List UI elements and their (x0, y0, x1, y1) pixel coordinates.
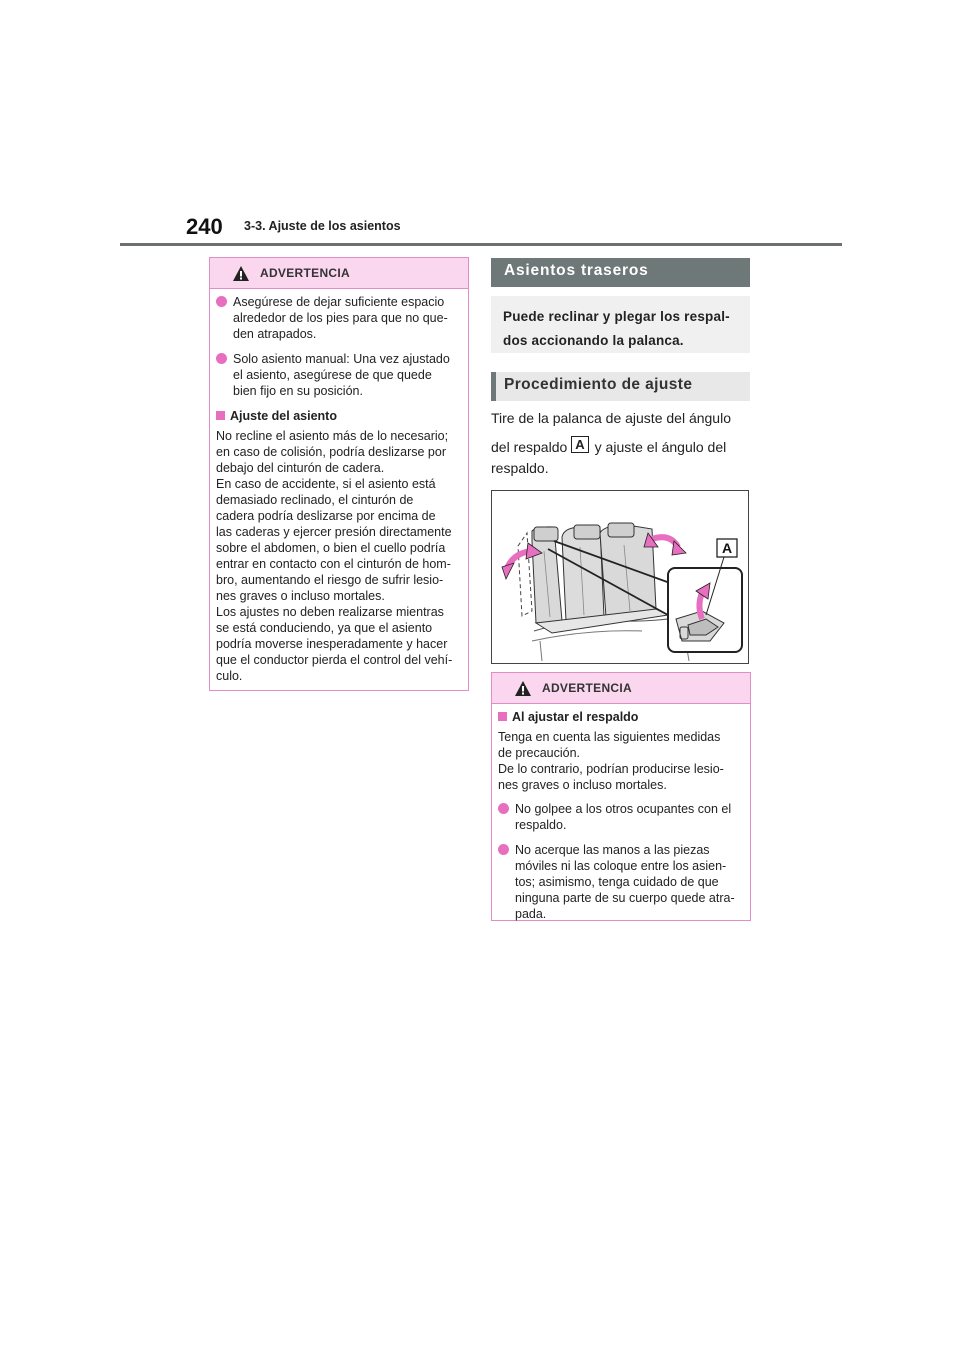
instruction-line: Tire de la palanca de ajuste del ángulo (491, 410, 731, 426)
rear-seat-drawing (492, 491, 748, 663)
bullet-dot-icon (216, 353, 227, 364)
intro-box (491, 296, 750, 353)
subheading-text: Ajuste del asiento (230, 409, 337, 423)
figure-label-a: A (721, 540, 733, 556)
instruction-line (491, 436, 753, 455)
warning-paragraph: No recline el asiento más de lo necesario; en caso de colisión, podría deslizarse por debajo del cinturón de cadera. En caso de accidente, si el asiento está demasiado reclinado, el cinturón de cadera podría deslizarse por encima de las caderas y ejercer presión directamente sobre el abdomen, o bien el cuello podría entrar en contacto con el cinturón de hom- bro, aumentando el riesgo de sufrir lesio- nes graves o incluso mortales. Los ajustes no deben realizarse mientras se está conduciendo, ya que el asiento podría moverse inesperadamente y hacer que el conductor pierda el control del vehí- culo. (216, 429, 453, 683)
section-title-banner (491, 258, 750, 287)
instruction-text: y ajuste el ángulo del (594, 439, 727, 455)
warning-header (210, 258, 468, 289)
warning-bullet (498, 801, 744, 833)
warning-label: ADVERTENCIA (542, 681, 632, 695)
warning-box-right (491, 672, 751, 921)
warning-subheading (216, 408, 462, 424)
instruction-line: respaldo. (491, 460, 549, 476)
warning-header (492, 673, 750, 704)
warning-subheading (498, 709, 744, 725)
header-rule (120, 243, 842, 246)
warning-triangle-icon (514, 680, 532, 697)
subheading-text: Al ajustar el respaldo (512, 710, 639, 724)
section-header: 3-3. Ajuste de los asientos (244, 219, 401, 233)
warning-bullet (216, 294, 462, 342)
square-bullet-icon (498, 712, 507, 721)
bullet-text: No golpee a los otros ocupantes con el respaldo. (515, 802, 732, 832)
instruction-text: del respaldo (491, 439, 568, 455)
square-bullet-icon (216, 411, 225, 420)
warning-bullet (216, 351, 462, 399)
label-a-box: A (571, 436, 588, 453)
procedure-title: Procedimiento de ajuste (504, 376, 693, 393)
warning-label: ADVERTENCIA (260, 266, 350, 280)
warning-bullet (498, 842, 744, 922)
rear-seat-illustration (491, 490, 749, 664)
warning-paragraph: Tenga en cuenta las siguientes medidas de precaución. De lo contrario, podrían producirse lesio- nes graves o incluso mortales. (498, 730, 724, 792)
procedure-title-box (491, 372, 750, 401)
bullet-text: Asegúrese de dejar suficiente espacio alrededor de los pies para que no que- den atrapados. (233, 295, 448, 341)
intro-line: dos accionando la palanca. (503, 333, 684, 348)
warning-triangle-icon (232, 265, 250, 282)
section-title: Asientos traseros (504, 262, 649, 279)
intro-line: Puede reclinar y plegar los respal- (503, 309, 730, 324)
bullet-dot-icon (216, 296, 227, 307)
bullet-text: No acerque las manos a las piezas móviles ni las coloque entre los asien- tos; asimismo, tenga cuidado de que ninguna parte de su cuerpo quede atra- pada. (515, 843, 735, 921)
page-number: 240 (186, 214, 223, 239)
bullet-dot-icon (498, 803, 509, 814)
bullet-dot-icon (498, 844, 509, 855)
bullet-text: Solo asiento manual: Una vez ajustado el asiento, asegúrese de que quede bien fijo en su posición. (233, 352, 450, 398)
warning-box-left (209, 257, 469, 691)
